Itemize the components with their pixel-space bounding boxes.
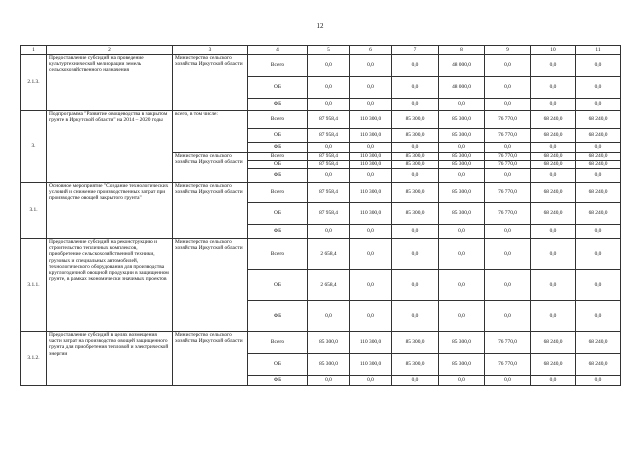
value-cell: 85 300,0 — [439, 161, 485, 169]
value-cell: 0,0 — [308, 169, 350, 183]
value-cell: 85 300,0 — [439, 203, 485, 225]
value-cell: 76 770,0 — [485, 111, 531, 129]
row-executor: Министерство сельского хозяйства Иркутской области — [173, 153, 248, 183]
funding-source: ОБ — [248, 129, 308, 143]
value-cell: 0,0 — [576, 77, 621, 99]
value-cell: 0,0 — [392, 270, 439, 301]
value-cell: 0,0 — [439, 270, 485, 301]
value-cell: 0,0 — [439, 239, 485, 270]
funding-source: ФБ — [248, 99, 308, 111]
row-executor: Министерство сельского хозяйства Иркутской области — [173, 183, 248, 239]
header-cell: 1 — [21, 46, 47, 55]
value-cell: 0,0 — [531, 239, 576, 270]
value-cell: 0,0 — [576, 301, 621, 332]
funding-source: ОБ — [248, 77, 308, 99]
table-row — [21, 183, 621, 203]
funding-source: ФБ — [248, 143, 308, 153]
value-cell: 0,0 — [392, 225, 439, 239]
value-cell: 0,0 — [576, 169, 621, 183]
value-cell: 76 770,0 — [485, 354, 531, 376]
value-cell: 85 300,0 — [439, 129, 485, 143]
value-cell: 87 958,4 — [308, 153, 350, 161]
header-cell: 3 — [173, 46, 248, 55]
value-cell: 68 240,0 — [531, 129, 576, 143]
value-cell: 85 300,0 — [439, 111, 485, 129]
funding-source: Всего — [248, 183, 308, 203]
value-cell: 0,0 — [350, 55, 392, 77]
header-cell: 8 — [439, 46, 485, 55]
row-name: Основное мероприятие "Создание технологических условий и снижение производственных затрат при производстве овощей закрытого грунта" — [47, 183, 173, 239]
value-cell: 68 240,0 — [531, 332, 576, 354]
value-cell: 85 300,0 — [439, 354, 485, 376]
row-name: Предоставление субсидий на проведение культуртехнической мелиорации земель сельскохозяйственного назначения — [47, 55, 173, 111]
value-cell: 110 300,0 — [350, 183, 392, 203]
value-cell: 76 770,0 — [485, 183, 531, 203]
value-cell: 68 240,0 — [531, 183, 576, 203]
value-cell: 85 300,0 — [439, 332, 485, 354]
row-code: 3.1.1. — [21, 239, 47, 332]
value-cell: 0,0 — [392, 55, 439, 77]
value-cell: 85 300,0 — [439, 153, 485, 161]
value-cell: 0,0 — [531, 376, 576, 386]
value-cell: 0,0 — [350, 270, 392, 301]
value-cell: 0,0 — [485, 77, 531, 99]
value-cell: 0,0 — [392, 99, 439, 111]
value-cell: 68 240,0 — [576, 153, 621, 161]
value-cell: 110 300,0 — [350, 153, 392, 161]
row-code: 3.1. — [21, 183, 47, 239]
value-cell: 0,0 — [576, 143, 621, 153]
row-code: 3.1.2. — [21, 332, 47, 386]
value-cell: 85 300,0 — [392, 111, 439, 129]
value-cell: 0,0 — [350, 301, 392, 332]
value-cell: 0,0 — [485, 143, 531, 153]
funding-source: ОБ — [248, 161, 308, 169]
value-cell: 85 300,0 — [392, 354, 439, 376]
row-name: Предоставление субсидий на реконструкцию и строительство тепличных комплексов, приобретение сельскохозяйственной техники, грузовых и специальных автомобилей, технологического оборудования для производства круглогодичной овощной продукции в защищенном грунте, в рамках экономически значимых проектов — [47, 239, 173, 332]
value-cell: 68 240,0 — [576, 161, 621, 169]
header-cell: 2 — [47, 46, 173, 55]
value-cell: 85 300,0 — [308, 354, 350, 376]
value-cell: 0,0 — [350, 99, 392, 111]
row-executor: всего, в том числе: — [173, 111, 248, 153]
table-row — [21, 111, 621, 129]
value-cell: 87 958,4 — [308, 161, 350, 169]
row-name: Подпрограмма "Развитие овощеводства в закрытом грунте в Иркутской области" на 2014 – 2020 годы — [47, 111, 173, 183]
funding-source: Всего — [248, 111, 308, 129]
value-cell: 0,0 — [531, 77, 576, 99]
value-cell: 0,0 — [392, 169, 439, 183]
header-cell: 7 — [392, 46, 439, 55]
value-cell: 0,0 — [485, 239, 531, 270]
value-cell: 0,0 — [350, 376, 392, 386]
value-cell: 110 300,0 — [350, 332, 392, 354]
value-cell: 87 958,4 — [308, 183, 350, 203]
funding-source: ОБ — [248, 354, 308, 376]
value-cell: 76 770,0 — [485, 153, 531, 161]
value-cell: 85 300,0 — [392, 153, 439, 161]
row-executor: Министерство сельского хозяйства Иркутской области — [173, 332, 248, 386]
value-cell: 0,0 — [350, 225, 392, 239]
value-cell: 0,0 — [392, 143, 439, 153]
value-cell: 2 658,4 — [308, 270, 350, 301]
value-cell: 0,0 — [308, 143, 350, 153]
value-cell: 0,0 — [308, 99, 350, 111]
value-cell: 0,0 — [308, 225, 350, 239]
value-cell: 48 000,0 — [439, 77, 485, 99]
value-cell: 0,0 — [308, 301, 350, 332]
value-cell: 68 240,0 — [576, 183, 621, 203]
value-cell: 110 300,0 — [350, 203, 392, 225]
value-cell: 0,0 — [576, 225, 621, 239]
funding-source: ФБ — [248, 301, 308, 332]
funding-source: Всего — [248, 239, 308, 270]
funding-source: ФБ — [248, 376, 308, 386]
header-cell: 5 — [308, 46, 350, 55]
value-cell: 68 240,0 — [531, 354, 576, 376]
value-cell: 0,0 — [576, 239, 621, 270]
row-executor: Министерство сельского хозяйства Иркутской области — [173, 55, 248, 111]
value-cell: 68 240,0 — [576, 203, 621, 225]
value-cell: 2 658,4 — [308, 239, 350, 270]
value-cell: 76 770,0 — [485, 129, 531, 143]
value-cell: 0,0 — [531, 301, 576, 332]
row-code: 3. — [21, 111, 47, 183]
table-row — [21, 239, 621, 270]
row-name: Предоставление субсидий в целях возмещения части затрат на производство овощей защищенного грунта для приобретения тепловой и электрической энергии — [47, 332, 173, 386]
value-cell: 0,0 — [576, 270, 621, 301]
funding-source: Всего — [248, 55, 308, 77]
funding-source: ФБ — [248, 225, 308, 239]
value-cell: 76 770,0 — [485, 332, 531, 354]
value-cell: 0,0 — [531, 55, 576, 77]
value-cell: 87 958,4 — [308, 129, 350, 143]
funding-source: Всего — [248, 332, 308, 354]
value-cell: 68 240,0 — [576, 129, 621, 143]
page-number: 12 — [316, 22, 324, 30]
funding-source: Всего — [248, 153, 308, 161]
value-cell: 0,0 — [439, 99, 485, 111]
header-cell: 9 — [485, 46, 531, 55]
value-cell: 0,0 — [392, 77, 439, 99]
value-cell: 0,0 — [485, 270, 531, 301]
value-cell: 85 300,0 — [308, 332, 350, 354]
value-cell: 0,0 — [350, 239, 392, 270]
value-cell: 0,0 — [392, 376, 439, 386]
value-cell: 87 958,4 — [308, 111, 350, 129]
value-cell: 0,0 — [439, 169, 485, 183]
value-cell: 0,0 — [485, 225, 531, 239]
value-cell: 68 240,0 — [531, 203, 576, 225]
value-cell: 76 770,0 — [485, 161, 531, 169]
value-cell: 85 300,0 — [392, 161, 439, 169]
value-cell: 0,0 — [485, 301, 531, 332]
value-cell: 110 300,0 — [350, 129, 392, 143]
header-cell: 4 — [248, 46, 308, 55]
value-cell: 0,0 — [485, 169, 531, 183]
value-cell: 0,0 — [439, 301, 485, 332]
header-cell: 11 — [576, 46, 621, 55]
value-cell: 68 240,0 — [576, 111, 621, 129]
row-code: 2.1.3. — [21, 55, 47, 111]
value-cell: 85 300,0 — [392, 183, 439, 203]
value-cell: 68 240,0 — [531, 111, 576, 129]
value-cell: 0,0 — [392, 239, 439, 270]
value-cell: 0,0 — [350, 169, 392, 183]
value-cell: 0,0 — [350, 77, 392, 99]
value-cell: 0,0 — [485, 55, 531, 77]
value-cell: 0,0 — [439, 143, 485, 153]
header-cell: 10 — [531, 46, 576, 55]
row-executor: Министерство сельского хозяйства Иркутской области — [173, 239, 248, 332]
value-cell: 0,0 — [392, 301, 439, 332]
value-cell: 0,0 — [439, 225, 485, 239]
value-cell: 110 300,0 — [350, 111, 392, 129]
value-cell: 85 300,0 — [439, 183, 485, 203]
value-cell: 110 300,0 — [350, 354, 392, 376]
value-cell: 68 240,0 — [531, 153, 576, 161]
value-cell: 0,0 — [531, 143, 576, 153]
value-cell: 0,0 — [531, 99, 576, 111]
value-cell: 0,0 — [350, 143, 392, 153]
funding-source: ОБ — [248, 270, 308, 301]
funding-source: ФБ — [248, 169, 308, 183]
value-cell: 87 958,4 — [308, 203, 350, 225]
value-cell: 0,0 — [308, 55, 350, 77]
value-cell: 0,0 — [439, 376, 485, 386]
table-row — [21, 332, 621, 354]
header-row — [21, 46, 621, 55]
value-cell: 85 300,0 — [392, 332, 439, 354]
value-cell: 0,0 — [531, 270, 576, 301]
header-cell: 6 — [350, 46, 392, 55]
value-cell: 76 770,0 — [485, 203, 531, 225]
value-cell: 0,0 — [485, 99, 531, 111]
value-cell: 0,0 — [576, 55, 621, 77]
funding-source: ОБ — [248, 203, 308, 225]
value-cell: 0,0 — [531, 169, 576, 183]
value-cell: 0,0 — [576, 99, 621, 111]
value-cell: 0,0 — [308, 376, 350, 386]
value-cell: 0,0 — [531, 225, 576, 239]
value-cell: 68 240,0 — [531, 161, 576, 169]
value-cell: 48 000,0 — [439, 55, 485, 77]
value-cell: 68 240,0 — [576, 332, 621, 354]
value-cell: 0,0 — [308, 77, 350, 99]
value-cell: 0,0 — [485, 376, 531, 386]
value-cell: 110 300,0 — [350, 161, 392, 169]
subsidy-table — [20, 45, 621, 386]
table-row — [21, 55, 621, 77]
value-cell: 85 300,0 — [392, 129, 439, 143]
value-cell: 0,0 — [576, 376, 621, 386]
value-cell: 68 240,0 — [576, 354, 621, 376]
value-cell: 85 300,0 — [392, 203, 439, 225]
